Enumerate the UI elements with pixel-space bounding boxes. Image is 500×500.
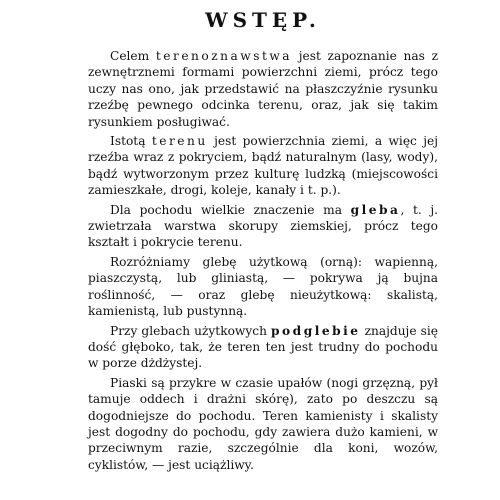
paragraph-4 [88,254,438,320]
paragraph-2 [88,133,438,199]
document-body [88,48,438,473]
paragraph-1-text-a: Celem [110,49,156,63]
paragraph-1 [88,48,438,130]
emphasis-terenoznawstwa: terenoznawstwa [155,49,293,63]
emphasis-terenu: terenu [151,134,208,149]
paragraph-2-text-b: jest powierzchnia ziemi, a więc jej rzeźba wraz z pokryciem, bądź naturalnym (lasy, wody), bądź wytworzonym przez kulturę ludzką (miejscowości zamieszkałe, drogi, koleje, kanały i t. p.). [88,134,439,198]
paragraph-5-text-b: znajduje się dość głęboko, tak, że teren ten jest trudny do pochodu w porze dżdżystej. [88,323,438,371]
paragraph-3-text-a: Dla pochodu wielkie znaczenie ma [110,202,351,217]
paragraph-3-text-b: , t. j. zwietrzała warstwa skorupy ziemskiej, prócz tego kształt i pokrycie terenu. [88,202,438,250]
emphasis-podglebie: podglebie [271,323,361,338]
paragraph-5-text-a: Przy glebach użytkowych [110,323,272,338]
paragraph-2-text-a: Istotą [110,134,152,149]
paragraph-1-text-b: jest zapoznanie nas z zewnętrznemi formami powierzchni ziemi, prócz tego uczy nas ono, jak przedstawić na płaszczyźnie rysunku rzeźbę pewnego odcinka terenu, oraz, jak się takim rysunkiem posługiwać. [88,49,438,129]
page-title: WSTĘP. [205,8,321,32]
emphasis-gleba: gleba [350,202,401,217]
paragraph-3 [88,202,438,251]
paragraph-6 [88,375,438,473]
paragraph-6-text: Piaski są przykre w czasie upałów (nogi grzęzną, pył tamuje oddech i drażni skórę), zato po deszczu są dogodniejsze do pochodu. Teren kamienisty i skalisty jest dogodny do pochodu, gdy zawiera dużo kamieni, w przeciwnym razie, szczególnie dla koni, wozów, cyklistów, — jest uciążliwy. [88,375,438,472]
paragraph-4-text: Rozróżniamy glebę użytkową (orną): wapienną, piaszczystą, lub gliniastą, — pokrywa ją bujna roślinność, — oraz glebę nieużytkową: skalistą, kamienistą, lub pustynną. [88,254,438,319]
paragraph-5 [88,323,438,372]
